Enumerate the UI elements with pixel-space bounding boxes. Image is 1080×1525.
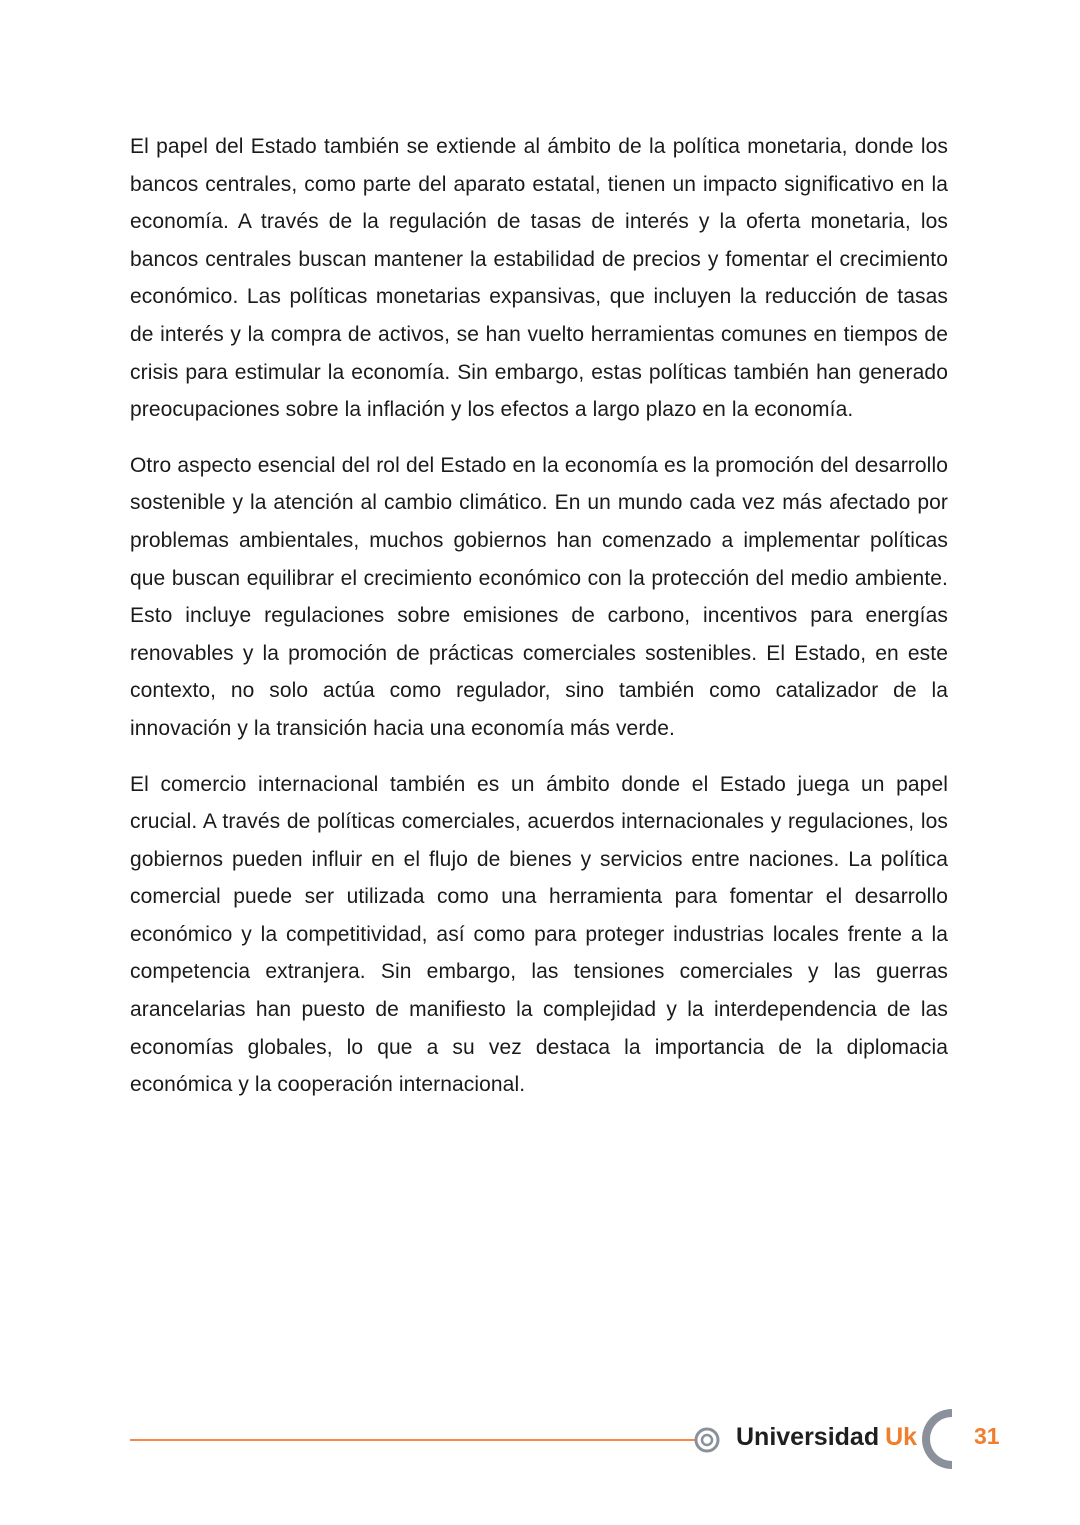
target-ring-icon: [694, 1427, 720, 1453]
paragraph-international-trade: El comercio internacional también es un ámbito donde el Estado juega un papel crucial. A través de políticas comerciales, acuerdos internacionales y regulaciones, los gobiernos pueden influir en el flujo de bienes y servicios entre naciones. La política comercial puede ser utilizada como una herramienta para fomentar el desarrollo económico y la competitividad, así como para proteger industrias locales frente a la competencia extranjera. Sin embargo, las tensiones comerciales y las guerras arancelarias han puesto de manifiesto la complejidad y la interdependencia de las economías globales, lo que a su vez destaca la importancia de la diplomacia económica y la cooperación internacional.: [130, 772, 948, 1097]
brand-logo-text: [736, 1423, 917, 1452]
crescent-arc-icon: [920, 1407, 954, 1471]
footer-divider-line: [130, 1439, 696, 1441]
paragraph-monetary-policy: El papel del Estado también se extiende al ámbito de la política monetaria, donde los bancos centrales, como parte del aparato estatal, tienen un impacto significativo en la economía. A través de la regulación de tasas de interés y la oferta monetaria, los bancos centrales buscan mantener la estabilidad de precios y fomentar el crecimiento económico. Las políticas monetarias expansivas, que incluyen la reducción de tasas de interés y la compra de activos, se han vuelto herramientas comunes en tiempos de crisis para estimular la economía. Sin embargo, estas políticas también han generado preocupaciones sobre la inflación y los efectos a largo plazo en la economía.: [130, 135, 948, 422]
paragraph-sustainable-development: Otro aspecto esencial del rol del Estado en la economía es la promoción del desarrollo sostenible y la atención al cambio climático. En un mundo cada vez más afectado por problemas ambientales, muchos gobiernos han comenzado a implementar políticas que buscan equilibrar el crecimiento económico con la protección del medio ambiente. Esto incluye regulaciones sobre emisiones de carbono, incentivos para energías renovables y la promoción de prácticas comerciales sostenibles. El Estado, en este contexto, no solo actúa como regulador, sino también como catalizador de la innovación y la transición hacia una economía más verde.: [130, 453, 948, 740]
page-number: 31: [974, 1423, 1000, 1449]
page-body: [130, 128, 948, 1122]
brand-name: Universidad: [736, 1423, 880, 1451]
page-footer: [130, 1405, 1010, 1475]
brand-suffix: Uk: [885, 1423, 918, 1451]
